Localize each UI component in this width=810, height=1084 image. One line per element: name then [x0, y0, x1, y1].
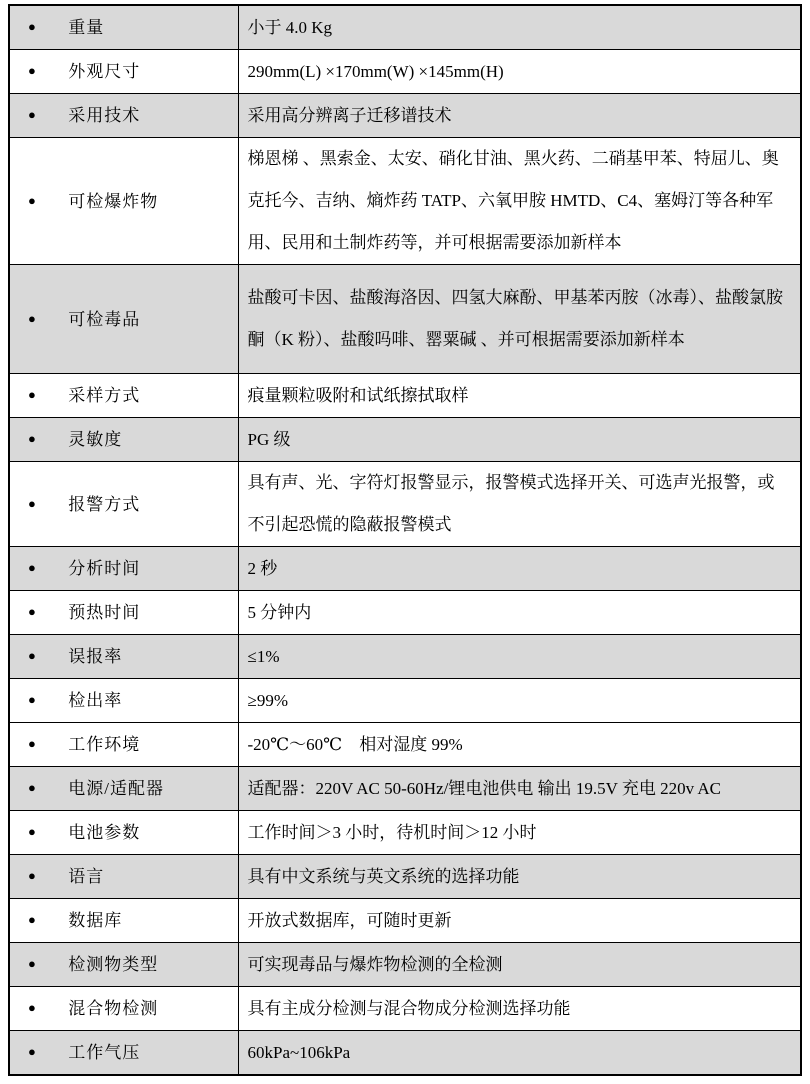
row-value: 具有中文系统与英文系统的选择功能 [247, 866, 520, 886]
row-value: 盐酸可卡因、盐酸海洛因、四氢大麻酚、甲基苯丙胺（冰毒）、盐酸氯胺酮（K 粉）、盐酸吗啡、罂粟碱 、并可根据需要添加新样本 [247, 288, 783, 349]
bullet-icon: ● [28, 63, 36, 78]
row-label-cell [9, 943, 238, 987]
table-row [9, 462, 801, 547]
row-label: 检出率 [68, 691, 123, 710]
row-label: 外观尺寸 [68, 62, 141, 81]
row-value-cell [238, 811, 801, 855]
row-label: 重量 [68, 18, 105, 37]
bullet-icon: ● [28, 1044, 36, 1059]
row-label-cell [9, 1031, 238, 1076]
table-row [9, 418, 801, 462]
row-label-cell [9, 374, 238, 418]
bullet-icon: ● [28, 19, 36, 34]
row-label-cell [9, 899, 238, 943]
row-value-cell [238, 635, 801, 679]
row-value: 5 分钟内 [247, 602, 312, 622]
row-label: 检测物类型 [68, 955, 159, 974]
row-value: 工作时间＞3 小时，待机时间＞12 小时 [247, 822, 537, 842]
row-label-cell [9, 94, 238, 138]
row-label-cell [9, 5, 238, 50]
table-row [9, 94, 801, 138]
row-value: 具有声、光、字符灯报警显示，报警模式选择开关、可选声光报警，或不引起恐慌的隐蔽报警模式 [247, 473, 775, 534]
row-value-cell [238, 547, 801, 591]
row-label-cell [9, 723, 238, 767]
row-value: 290mm(L) ×170mm(W) ×145mm(H) [247, 61, 504, 81]
bullet-icon: ● [28, 495, 36, 511]
row-value-cell [238, 462, 801, 547]
row-value-cell [238, 265, 801, 374]
row-value-cell [238, 723, 801, 767]
row-label: 采用技术 [68, 106, 141, 125]
row-label: 采样方式 [68, 386, 141, 405]
bullet-icon: ● [28, 956, 36, 971]
bullet-icon: ● [28, 824, 36, 839]
row-value-cell [238, 94, 801, 138]
bullet-icon: ● [28, 192, 36, 208]
row-value-cell [238, 5, 801, 50]
row-value: 可实现毒品与爆炸物检测的全检测 [247, 954, 503, 974]
row-label-cell [9, 591, 238, 635]
row-value: 60kPa~106kPa [247, 1042, 351, 1062]
row-value: 开放式数据库，可随时更新 [247, 910, 452, 930]
row-label: 预热时间 [68, 603, 141, 622]
row-value-cell [238, 679, 801, 723]
row-label-cell [9, 855, 238, 899]
table-row [9, 811, 801, 855]
row-label: 工作气压 [68, 1043, 141, 1062]
row-label-cell [9, 987, 238, 1031]
table-row [9, 635, 801, 679]
table-row [9, 1031, 801, 1076]
row-label: 语言 [68, 867, 105, 886]
bullet-icon: ● [28, 431, 36, 446]
row-label: 可检爆炸物 [68, 191, 159, 211]
spec-table [8, 4, 802, 1076]
row-label-cell [9, 679, 238, 723]
table-row [9, 547, 801, 591]
row-label-cell [9, 138, 238, 265]
table-row [9, 899, 801, 943]
row-value: -20℃～60℃ 相对湿度 99% [247, 734, 463, 754]
row-value: 痕量颗粒吸附和试纸擦拭取样 [247, 385, 469, 405]
row-label: 灵敏度 [68, 430, 123, 449]
bullet-icon: ● [28, 604, 36, 619]
row-value-cell [238, 138, 801, 265]
table-row [9, 679, 801, 723]
table-row [9, 723, 801, 767]
row-value-cell [238, 987, 801, 1031]
row-label-cell [9, 767, 238, 811]
row-value-cell [238, 418, 801, 462]
row-value-cell [238, 767, 801, 811]
table-row [9, 987, 801, 1031]
table-row [9, 138, 801, 265]
row-label-cell [9, 418, 238, 462]
bullet-icon: ● [28, 310, 36, 326]
table-row [9, 374, 801, 418]
table-row [9, 265, 801, 374]
row-value: PG 级 [247, 429, 291, 449]
row-label-cell [9, 811, 238, 855]
row-label: 电池参数 [68, 823, 141, 842]
bullet-icon: ● [28, 780, 36, 795]
row-label: 工作环境 [68, 735, 141, 754]
row-value-cell [238, 50, 801, 94]
row-label-cell [9, 265, 238, 374]
row-value-cell [238, 899, 801, 943]
bullet-icon: ● [28, 736, 36, 751]
row-value-cell [238, 374, 801, 418]
row-label-cell [9, 462, 238, 547]
bullet-icon: ● [28, 868, 36, 883]
bullet-icon: ● [28, 648, 36, 663]
row-value-cell [238, 943, 801, 987]
row-label: 数据库 [68, 911, 123, 930]
table-row [9, 591, 801, 635]
row-value: ≥99% [247, 690, 288, 710]
table-row [9, 5, 801, 50]
row-value: 采用高分辨离子迁移谱技术 [247, 105, 452, 125]
row-label: 混合物检测 [68, 999, 159, 1018]
table-row [9, 767, 801, 811]
bullet-icon: ● [28, 560, 36, 575]
row-label: 分析时间 [68, 559, 141, 578]
row-value: ≤1% [247, 646, 280, 666]
row-value: 小于 4.0 Kg [247, 17, 333, 37]
row-label-cell [9, 547, 238, 591]
table-row [9, 50, 801, 94]
bullet-icon: ● [28, 387, 36, 402]
row-value: 2 秒 [247, 558, 278, 578]
row-label: 电源/适配器 [68, 779, 164, 798]
table-row [9, 943, 801, 987]
row-label-cell [9, 50, 238, 94]
row-label: 可检毒品 [68, 309, 141, 329]
bullet-icon: ● [28, 1000, 36, 1015]
bullet-icon: ● [28, 692, 36, 707]
table-row [9, 855, 801, 899]
row-value-cell [238, 855, 801, 899]
bullet-icon: ● [28, 107, 36, 122]
row-value: 梯恩梯 、黑索金、太安、硝化甘油、黑火药、二硝基甲苯、特屈儿、奥克托今、吉纳、熵炸药 TATP、六氧甲胺 HMTD、C4、塞姆汀等各种军用、民用和土制炸药等，并可根据需要添加新样本 [247, 149, 779, 252]
row-label-cell [9, 635, 238, 679]
row-value: 适配器：220V AC 50-60Hz/锂电池供电 输出 19.5V 充电 220v AC [247, 778, 722, 798]
spec-table-body [9, 5, 801, 1075]
bullet-icon: ● [28, 912, 36, 927]
row-value: 具有主成分检测与混合物成分检测选择功能 [247, 998, 571, 1018]
row-label: 报警方式 [68, 494, 141, 514]
row-value-cell [238, 1031, 801, 1076]
row-value-cell [238, 591, 801, 635]
row-label: 误报率 [68, 647, 123, 666]
